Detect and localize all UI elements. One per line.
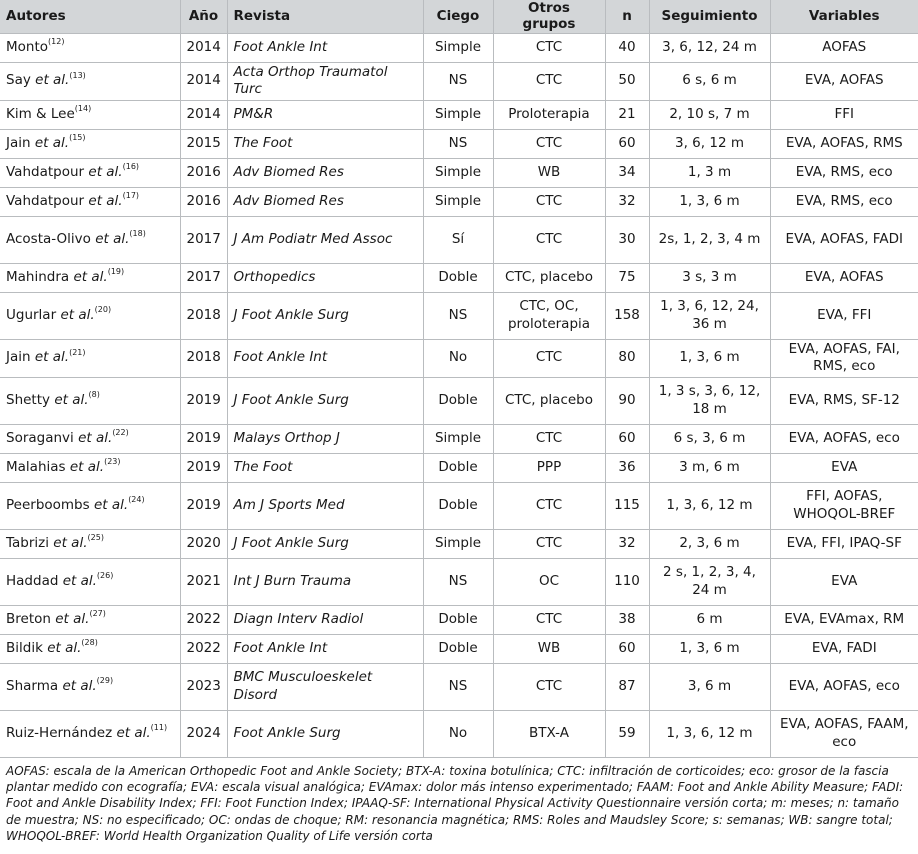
cell-followup: 2s, 1, 2, 3, 4 m — [649, 216, 770, 263]
et-al: et al. — [54, 391, 89, 408]
cell-journal: J Am Podiatr Med Assoc — [227, 216, 423, 263]
author-name: Tabrizi — [6, 534, 49, 551]
cell-blind: Simple — [423, 424, 493, 453]
cell-groups: CTC — [493, 129, 605, 158]
cell-blind: No — [423, 710, 493, 757]
cell-author — [0, 663, 180, 710]
cell-journal: J Foot Ankle Surg — [227, 377, 423, 424]
cell-followup: 3, 6, 12 m — [649, 129, 770, 158]
cell-author — [0, 292, 180, 339]
cell-followup: 6 m — [649, 605, 770, 634]
cell-author — [0, 187, 180, 216]
cell-followup: 3, 6, 12, 24 m — [649, 33, 770, 62]
cell-year: 2018 — [180, 339, 227, 377]
cell-n: 87 — [605, 663, 649, 710]
cell-blind: NS — [423, 129, 493, 158]
author-name: Bildik — [6, 639, 43, 656]
author-name: Acosta-Olivo — [6, 230, 91, 247]
cell-groups: CTC, placebo — [493, 263, 605, 292]
cell-journal: PM&R — [227, 100, 423, 129]
et-al: et al. — [116, 724, 151, 741]
cell-author — [0, 529, 180, 558]
cell-followup: 3, 6 m — [649, 663, 770, 710]
reference-number: (11) — [150, 723, 168, 733]
reference-number: (24) — [128, 495, 145, 505]
table-row — [0, 424, 918, 453]
cell-followup: 2 s, 1, 2, 3, 4, 24 m — [649, 558, 770, 605]
cell-groups: OC — [493, 558, 605, 605]
cell-year: 2024 — [180, 710, 227, 757]
reference-number: (19) — [107, 267, 125, 277]
reference-number: (20) — [94, 305, 112, 315]
cell-journal: Adv Biomed Res — [227, 187, 423, 216]
cell-blind: Doble — [423, 263, 493, 292]
author-name: Ruiz-Hernández — [6, 724, 113, 741]
et-al: et al. — [34, 349, 70, 366]
et-al: et al. — [69, 458, 105, 475]
table-row — [0, 100, 918, 129]
cell-year: 2020 — [180, 529, 227, 558]
table-row — [0, 187, 918, 216]
reference-number: (25) — [87, 533, 104, 543]
cell-author — [0, 158, 180, 187]
cell-journal: The Foot — [227, 129, 423, 158]
table-row — [0, 62, 918, 100]
reference-number: (12) — [48, 37, 65, 47]
cell-blind: Doble — [423, 377, 493, 424]
cell-followup: 2, 3, 6 m — [649, 529, 770, 558]
cell-groups: CTC — [493, 339, 605, 377]
cell-groups: BTX-A — [493, 710, 605, 757]
table-row — [0, 634, 918, 663]
reference-number: (26) — [96, 571, 114, 581]
cell-vars: EVA — [770, 453, 918, 482]
et-al: et al. — [88, 192, 123, 209]
author-name: Malahias — [6, 458, 66, 475]
table-row — [0, 158, 918, 187]
cell-n: 36 — [605, 453, 649, 482]
author-name: Peerboombs — [6, 496, 90, 513]
reference-number: (15) — [69, 133, 86, 143]
author-name: Say — [6, 72, 31, 89]
cell-year: 2015 — [180, 129, 227, 158]
et-al: et al. — [78, 429, 113, 446]
cell-blind: Doble — [423, 482, 493, 529]
cell-author — [0, 216, 180, 263]
cell-followup: 1, 3, 6, 12, 24, 36 m — [649, 292, 770, 339]
cell-year: 2014 — [180, 33, 227, 62]
cell-year: 2018 — [180, 292, 227, 339]
cell-groups: PPP — [493, 453, 605, 482]
et-al: et al. — [55, 610, 90, 627]
header-ciego: Ciego — [423, 0, 493, 33]
cell-vars: EVA, RMS, eco — [770, 187, 918, 216]
cell-vars: EVA, AOFAS, FAAM, eco — [770, 710, 918, 757]
cell-blind: Doble — [423, 634, 493, 663]
reference-number: (27) — [89, 609, 106, 619]
cell-groups: Proloterapia — [493, 100, 605, 129]
cell-vars: EVA, AOFAS, FAI, RMS, eco — [770, 339, 918, 377]
author-name: Vahdatpour — [6, 192, 85, 209]
cell-n: 110 — [605, 558, 649, 605]
author-name: Breton — [6, 610, 51, 627]
header-ano: Año — [180, 0, 227, 33]
cell-blind: Simple — [423, 100, 493, 129]
cell-vars: EVA, AOFAS — [770, 62, 918, 100]
cell-n: 75 — [605, 263, 649, 292]
cell-journal: Am J Sports Med — [227, 482, 423, 529]
cell-year: 2022 — [180, 605, 227, 634]
cell-n: 21 — [605, 100, 649, 129]
cell-author — [0, 129, 180, 158]
cell-vars: AOFAS — [770, 33, 918, 62]
cell-vars: EVA, FADI — [770, 634, 918, 663]
table-row — [0, 710, 918, 757]
reference-number: (22) — [112, 428, 129, 438]
cell-vars: EVA, AOFAS, FADI — [770, 216, 918, 263]
et-al: et al. — [93, 496, 129, 513]
header-seguimiento: Seguimiento — [649, 0, 770, 33]
cell-year: 2017 — [180, 216, 227, 263]
author-name: Shetty — [6, 391, 51, 408]
reference-number: (17) — [122, 191, 140, 201]
table-row — [0, 663, 918, 710]
cell-followup: 3 m, 6 m — [649, 453, 770, 482]
cell-blind: NS — [423, 62, 493, 100]
table-row — [0, 129, 918, 158]
table-row — [0, 529, 918, 558]
cell-journal: Adv Biomed Res — [227, 158, 423, 187]
table-body — [0, 33, 918, 757]
cell-blind: NS — [423, 558, 493, 605]
cell-n: 30 — [605, 216, 649, 263]
cell-author — [0, 62, 180, 100]
cell-author — [0, 377, 180, 424]
reference-number: (29) — [96, 676, 114, 686]
cell-blind: Simple — [423, 33, 493, 62]
cell-vars: EVA, AOFAS, eco — [770, 663, 918, 710]
cell-groups: CTC — [493, 424, 605, 453]
cell-journal: BMC Musculoeskelet Disord — [227, 663, 423, 710]
cell-journal: Foot Ankle Int — [227, 339, 423, 377]
cell-vars: EVA, AOFAS, RMS — [770, 129, 918, 158]
cell-year: 2016 — [180, 158, 227, 187]
cell-n: 60 — [605, 424, 649, 453]
cell-vars: EVA — [770, 558, 918, 605]
cell-year: 2019 — [180, 482, 227, 529]
cell-journal: Malays Orthop J — [227, 424, 423, 453]
cell-journal: The Foot — [227, 453, 423, 482]
header-autores: Autores — [6, 8, 66, 25]
author-name: Mahindra — [6, 268, 70, 285]
cell-author — [0, 710, 180, 757]
table-row — [0, 263, 918, 292]
header-variables: Variables — [770, 0, 918, 33]
table-footnote: AOFAS: escala de la American Orthopedic Foot and Ankle Society; BTX-A: toxina botulínica; CTC: infiltración de corticoides; eco: grosor de la fascia plantar medido con ecografía; EVA: escala visual analógica; EVAmax: dolor más intenso experimentado; FAAM: Foot and Ankle Ability Measure; FADI: Foot and Ankle Disability Index; FFI: Foot Function Index; IPAAQ-SF: International Physical Activity Questionnaire versión corta; m: meses; n: tamaño de muestra; NS: no especificado; OC: ondas de choque; RM: resonancia magnética; RMS: Roles and Maudsley Score; s: semanas; WB: sangre total; WHOQOL-BREF: World Health Organization Quality of Life versión corta — [6, 763, 904, 844]
author-name: Jain — [6, 134, 31, 151]
cell-n: 80 — [605, 339, 649, 377]
cell-year: 2017 — [180, 263, 227, 292]
cell-followup: 1, 3, 6 m — [649, 339, 770, 377]
cell-followup: 1, 3, 6, 12 m — [649, 482, 770, 529]
reference-number: (28) — [81, 638, 98, 648]
cell-author — [0, 33, 180, 62]
cell-blind: Simple — [423, 187, 493, 216]
cell-vars: EVA, RMS, SF-12 — [770, 377, 918, 424]
cell-vars: FFI — [770, 100, 918, 129]
cell-blind: No — [423, 339, 493, 377]
cell-n: 158 — [605, 292, 649, 339]
cell-vars: EVA, AOFAS, eco — [770, 424, 918, 453]
cell-n: 59 — [605, 710, 649, 757]
table-row — [0, 292, 918, 339]
cell-n: 90 — [605, 377, 649, 424]
cell-n: 32 — [605, 187, 649, 216]
et-al: et al. — [62, 572, 97, 589]
cell-year: 2023 — [180, 663, 227, 710]
et-al: et al. — [34, 134, 70, 151]
table-row — [0, 377, 918, 424]
et-al: et al. — [60, 306, 95, 323]
et-al: et al. — [53, 534, 88, 551]
cell-n: 40 — [605, 33, 649, 62]
cell-groups: CTC — [493, 529, 605, 558]
reference-number: (23) — [104, 457, 121, 467]
cell-n: 60 — [605, 634, 649, 663]
header-n: n — [605, 0, 649, 33]
cell-groups: WB — [493, 158, 605, 187]
cell-journal: Foot Ankle Int — [227, 33, 423, 62]
cell-groups: CTC — [493, 216, 605, 263]
cell-blind: NS — [423, 292, 493, 339]
cell-author — [0, 263, 180, 292]
cell-followup: 6 s, 3, 6 m — [649, 424, 770, 453]
cell-vars: EVA, AOFAS — [770, 263, 918, 292]
author-name: Monto — [6, 38, 49, 55]
cell-vars: EVA, FFI, IPAQ-SF — [770, 529, 918, 558]
header-otros-grupos: Otros grupos — [493, 0, 605, 33]
et-al: et al. — [95, 230, 130, 247]
table-row — [0, 482, 918, 529]
reference-number: (21) — [69, 347, 86, 357]
cell-journal: J Foot Ankle Surg — [227, 529, 423, 558]
cell-followup: 1, 3, 6, 12 m — [649, 710, 770, 757]
cell-journal: Foot Ankle Surg — [227, 710, 423, 757]
cell-blind: Doble — [423, 453, 493, 482]
cell-author — [0, 339, 180, 377]
table-header — [0, 0, 918, 33]
cell-author — [0, 482, 180, 529]
cell-year: 2016 — [180, 187, 227, 216]
cell-year: 2019 — [180, 424, 227, 453]
cell-groups: CTC, placebo — [493, 377, 605, 424]
reference-number: (16) — [122, 162, 140, 172]
cell-groups: CTC — [493, 663, 605, 710]
cell-groups: CTC — [493, 33, 605, 62]
table-row — [0, 33, 918, 62]
cell-n: 38 — [605, 605, 649, 634]
cell-blind: Sí — [423, 216, 493, 263]
cell-author — [0, 558, 180, 605]
cell-author — [0, 634, 180, 663]
cell-followup: 1, 3, 6 m — [649, 187, 770, 216]
cell-year: 2021 — [180, 558, 227, 605]
cell-journal: J Foot Ankle Surg — [227, 292, 423, 339]
cell-groups: CTC — [493, 62, 605, 100]
table-row — [0, 558, 918, 605]
cell-author — [0, 424, 180, 453]
reference-number: (8) — [88, 390, 100, 400]
cell-blind: Doble — [423, 605, 493, 634]
reference-number: (14) — [74, 104, 92, 114]
cell-journal: Orthopedics — [227, 263, 423, 292]
table-row — [0, 453, 918, 482]
cell-year: 2022 — [180, 634, 227, 663]
cell-followup: 3 s, 3 m — [649, 263, 770, 292]
table-row — [0, 339, 918, 377]
cell-groups: CTC — [493, 605, 605, 634]
cell-journal: Acta Orthop Traumatol Turc — [227, 62, 423, 100]
reference-number: (13) — [69, 70, 86, 80]
author-name: Kim & Lee — [6, 105, 75, 122]
et-al: et al. — [88, 163, 123, 180]
cell-blind: NS — [423, 663, 493, 710]
et-al: et al. — [47, 639, 82, 656]
et-al: et al. — [35, 72, 70, 89]
cell-author — [0, 605, 180, 634]
reference-number: (18) — [129, 229, 146, 239]
cell-groups: WB — [493, 634, 605, 663]
author-name: Haddad — [6, 572, 59, 589]
cell-journal: Diagn Interv Radiol — [227, 605, 423, 634]
cell-journal: Int J Burn Trauma — [227, 558, 423, 605]
header-revista: Revista — [227, 0, 423, 33]
cell-year: 2019 — [180, 377, 227, 424]
cell-vars: FFI, AOFAS, WHOQOL-BREF — [770, 482, 918, 529]
et-al: et al. — [62, 677, 97, 694]
cell-groups: CTC — [493, 482, 605, 529]
header-row — [0, 0, 918, 33]
cell-followup: 1, 3, 6 m — [649, 634, 770, 663]
cell-vars: EVA, FFI — [770, 292, 918, 339]
author-name: Vahdatpour — [6, 163, 85, 180]
cell-vars: EVA, RMS, eco — [770, 158, 918, 187]
cell-n: 34 — [605, 158, 649, 187]
author-name: Soraganvi — [6, 429, 74, 446]
table-row — [0, 216, 918, 263]
cell-year: 2014 — [180, 62, 227, 100]
cell-year: 2019 — [180, 453, 227, 482]
author-name: Sharma — [6, 677, 59, 694]
cell-followup: 1, 3 s, 3, 6, 12, 18 m — [649, 377, 770, 424]
cell-n: 60 — [605, 129, 649, 158]
cell-groups: CTC, OC, proloterapia — [493, 292, 605, 339]
cell-vars: EVA, EVAmax, RM — [770, 605, 918, 634]
cell-followup: 2, 10 s, 7 m — [649, 100, 770, 129]
author-name: Ugurlar — [6, 306, 57, 323]
author-name: Jain — [6, 349, 31, 366]
et-al: et al. — [73, 268, 108, 285]
cell-author — [0, 453, 180, 482]
cell-n: 32 — [605, 529, 649, 558]
cell-n: 50 — [605, 62, 649, 100]
cell-followup: 6 s, 6 m — [649, 62, 770, 100]
cell-author — [0, 100, 180, 129]
cell-groups: CTC — [493, 187, 605, 216]
cell-blind: Simple — [423, 158, 493, 187]
cell-followup: 1, 3 m — [649, 158, 770, 187]
cell-year: 2014 — [180, 100, 227, 129]
cell-n: 115 — [605, 482, 649, 529]
table-row — [0, 605, 918, 634]
cell-journal: Foot Ankle Int — [227, 634, 423, 663]
cell-blind: Simple — [423, 529, 493, 558]
